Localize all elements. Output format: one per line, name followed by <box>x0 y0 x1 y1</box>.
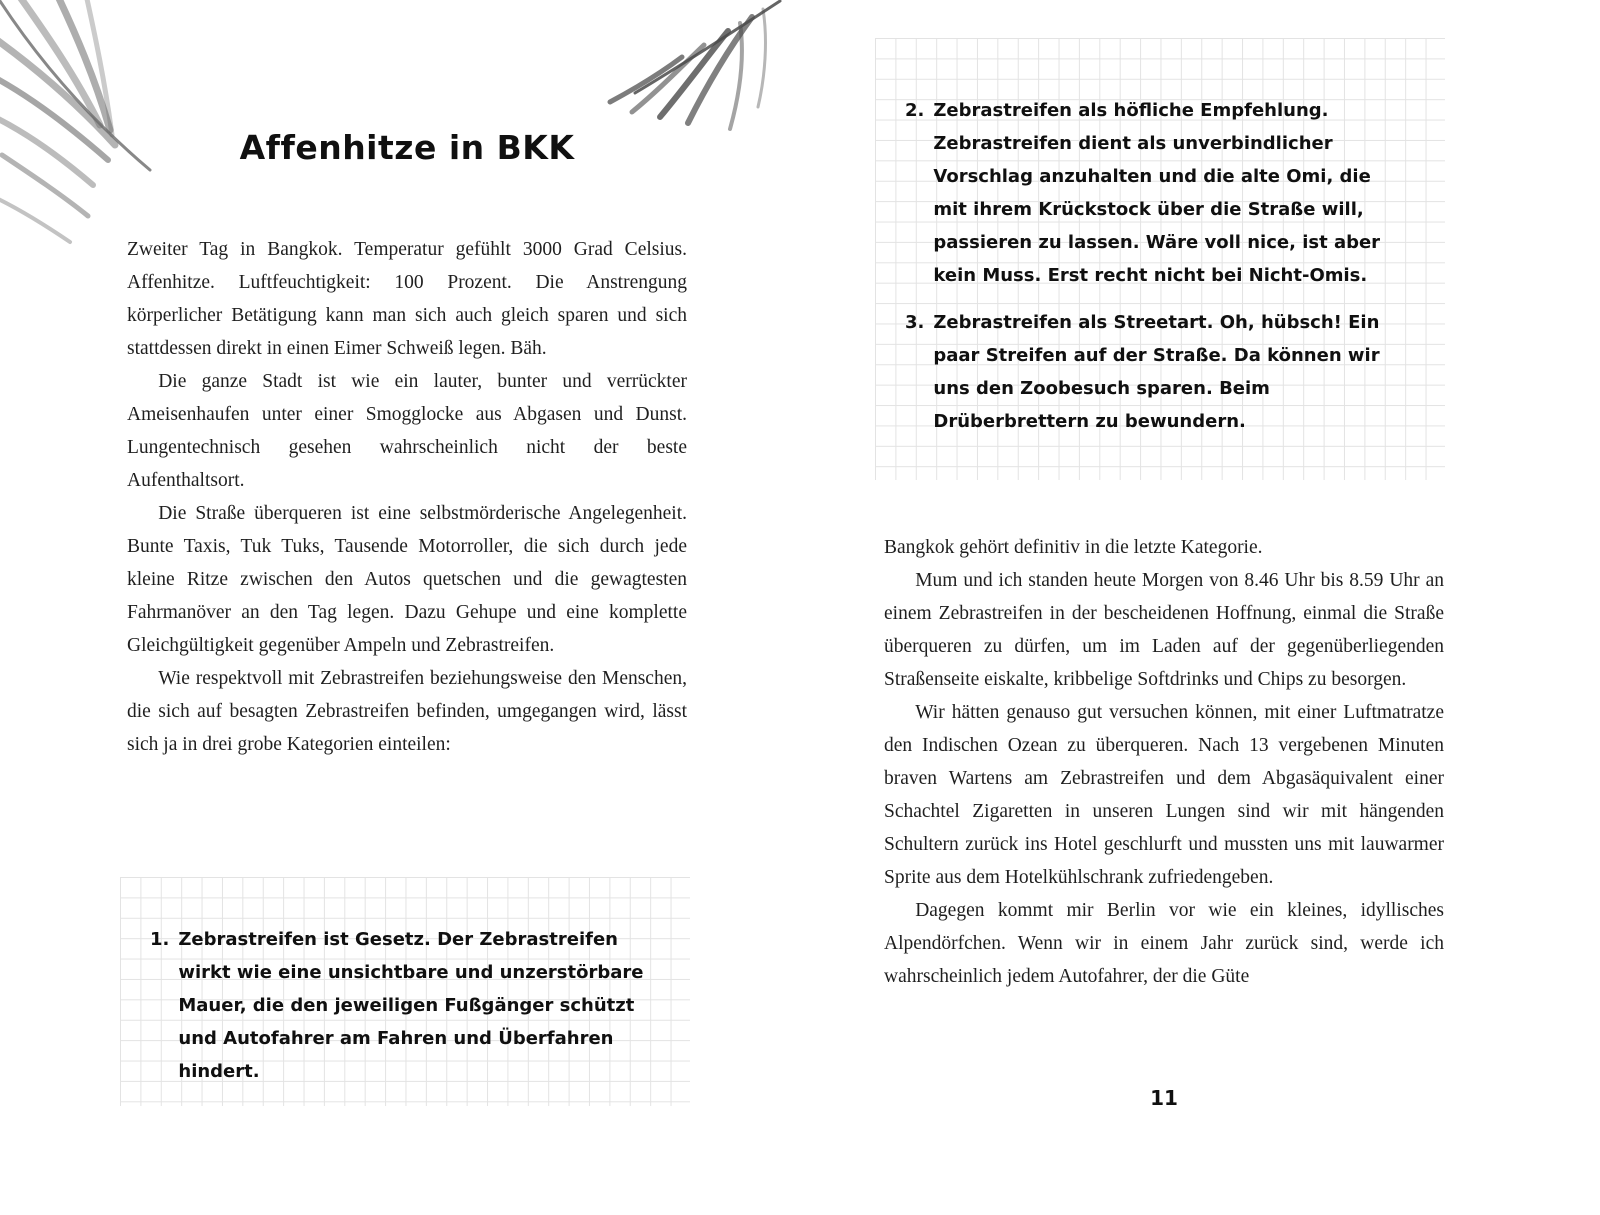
squared-paper-note-block-2 <box>875 38 1445 480</box>
page-number: 11 <box>1150 1086 1178 1110</box>
note-number: 1. <box>150 929 170 950</box>
note-number: 3. <box>905 312 925 333</box>
right-page-body <box>884 531 1444 993</box>
note-text: Zebrastreifen als Streetart. Oh, hübsch! Ein paar Streifen auf der Straße. Da können wir uns den Zoobesuch sparen. Beim Drüberbrettern zu bewundern. <box>933 312 1380 432</box>
note-item-2 <box>905 94 1409 292</box>
paragraph: Wie respektvoll mit Zebrastreifen beziehungsweise den Menschen, die sich auf besagten Zebrastreifen befinden, umgegangen wird, lässt sich ja in drei grobe Kategorien einteilen: <box>127 668 687 755</box>
paragraph: Die Straße überqueren ist eine selbstmörderische Angelegenheit. Bunte Taxis, Tuk Tuks, Tausende Motorroller, die sich durch jede kleine Ritze zwischen den Autos quetschen und die gewagtesten Fahrmanöver an den Tag legen. Dazu Gehupe und eine komplette Gleichgültigkeit gegenüber Ampeln und Zebrastreifen. <box>127 503 687 656</box>
note-text: Zebrastreifen ist Gesetz. Der Zebrastreifen wirkt wie eine unsichtbare und unzerstörbare Mauer, die den jeweiligen Fußgänger schützt und Autofahrer am Fahren und Überfahren hindert. <box>178 929 644 1082</box>
paragraph: Die ganze Stadt ist wie ein lauter, bunter und verrückter Ameisenhaufen unter einer Smogglocke aus Abgasen und Dunst. Lungentechnisch gesehen wahrscheinlich nicht der beste Aufenthaltsort. <box>127 371 687 491</box>
paragraph: Dagegen kommt mir Berlin vor wie ein kleines, idyllisches Alpendörfchen. Wenn wir in einem Jahr zurück sind, werde ich wahrscheinlich jedem Autofahrer, der die Güte <box>884 900 1444 987</box>
chapter-title: Affenhitze in BKK <box>239 128 575 167</box>
note-number: 2. <box>905 100 925 121</box>
squared-paper-note-block-1 <box>120 877 690 1106</box>
paragraph: Zweiter Tag in Bangkok. Temperatur gefühlt 3000 Grad Celsius. Affenhitze. Luftfeuchtigkeit: 100 Prozent. Die Anstrengung körperlicher Betätigung kann man sich auch gleich sparen und sich stattdessen direkt in einen Eimer Schweiß legen. Bäh. <box>127 239 687 359</box>
paragraph: Wir hätten genauso gut versuchen können, mit einer Luftmatratze den Indischen Ozean zu überqueren. Nach 13 vergebenen Minuten braven Wartens am Zebrastreifen und dem Abgasäquivalent einer Schachtel Zigaretten in unseren Lungen sind wir mit hängenden Schultern zurück ins Hotel geschlurft und mussten uns mit lauwarmer Sprite aus dem Hotelkühlschrank zufriedengeben. <box>884 702 1444 888</box>
note-item-1 <box>150 923 648 1088</box>
paragraph: Mum und ich standen heute Morgen von 8.46 Uhr bis 8.59 Uhr an einem Zebrastreifen in der bescheidenen Hoffnung, einmal die Straße überqueren zu dürfen, um im Laden auf der gegenüberliegenden Straßenseite eiskalte, kribbelige Softdrinks und Chips zu besorgen. <box>884 570 1444 690</box>
left-page-body <box>127 233 687 761</box>
note-text: Zebrastreifen als höfliche Empfehlung. Zebrastreifen dient als unverbindlicher Vorschlag anzuhalten und die alte Omi, die mit ihrem Krückstock über die Straße will, passieren zu lassen. Wäre voll nice, ist aber kein Muss. Erst recht nicht bei Nicht-Omis. <box>933 100 1381 286</box>
paragraph: Bangkok gehört definitiv in die letzte Kategorie. <box>884 537 1263 558</box>
note-item-3 <box>905 306 1409 438</box>
palm-frond-icon <box>580 0 795 140</box>
